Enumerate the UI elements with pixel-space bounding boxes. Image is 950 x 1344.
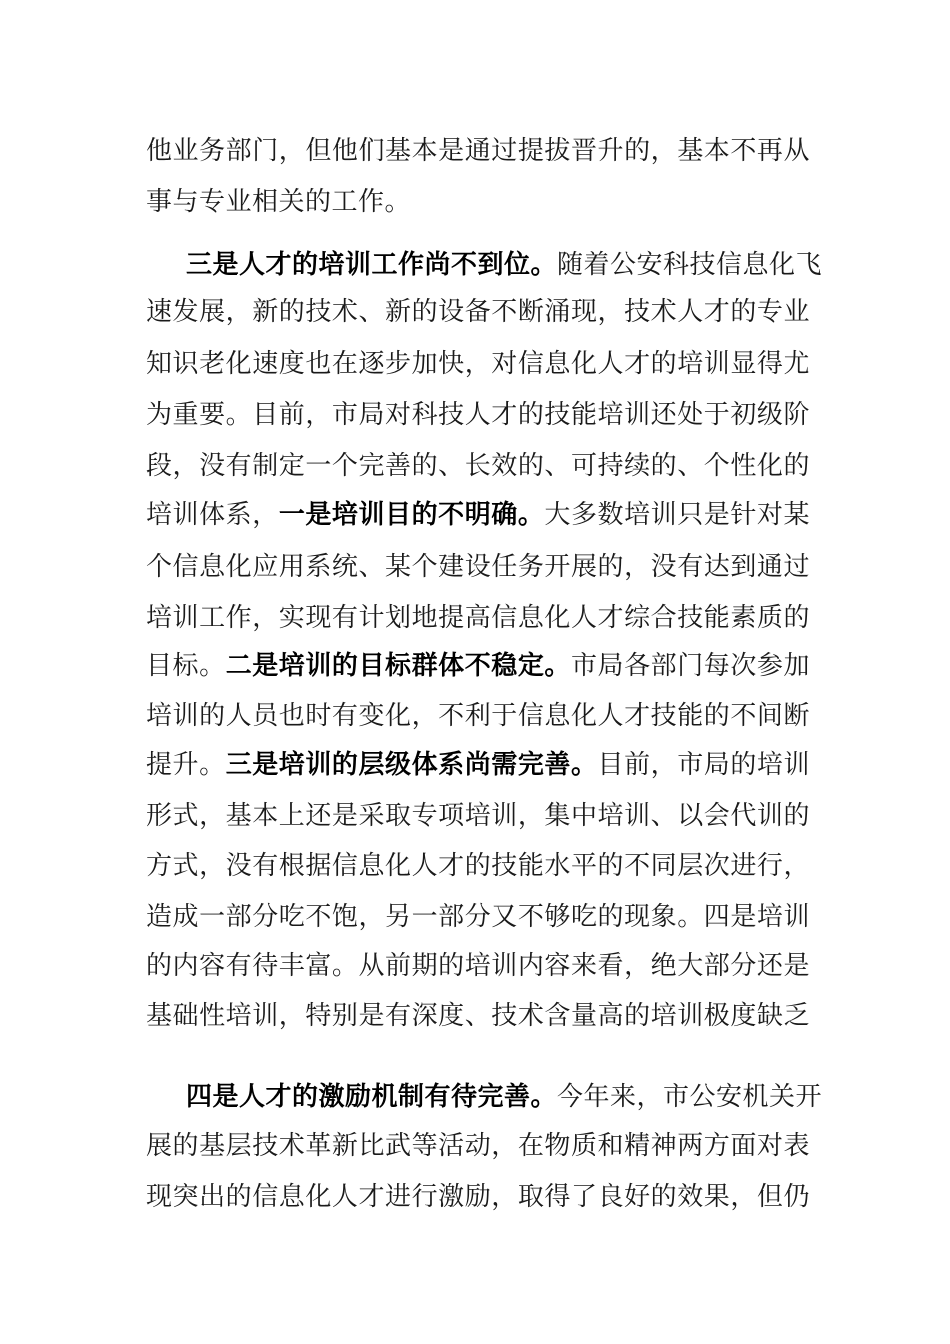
text-line: 段，没有制定一个完善的、长效的、可持续的、个性化的 xyxy=(146,451,810,481)
text-span: 提升。 xyxy=(146,750,226,780)
text-line: 培训工作，实现有计划地提高信息化人才综合技能素质的 xyxy=(146,603,810,633)
bold-heading: 四是人才的激励机制有待完善。 xyxy=(186,1082,558,1112)
bold-heading: 三是培训的层级体系尚需完善。 xyxy=(225,750,598,780)
text-line xyxy=(146,495,810,535)
text-span: 培训体系， xyxy=(146,500,279,530)
text-line xyxy=(186,1077,823,1117)
bold-heading: 三是人才的培训工作尚不到位。 xyxy=(186,250,558,280)
text-line xyxy=(146,646,810,686)
text-line: 展的基层技术革新比武等活动，在物质和精神两方面对表 xyxy=(146,1131,810,1161)
text-line: 形式，基本上还是采取专项培训，集中培训、以会代训的 xyxy=(146,801,810,831)
text-line: 个信息化应用系统、某个建设任务开展的，没有达到通过 xyxy=(146,552,810,582)
text-line: 造成一部分吃不饱，另一部分又不够吃的现象。四是培训 xyxy=(146,902,810,932)
text-span: 市局各部门每次参加 xyxy=(570,651,810,681)
text-span: 随着公安科技信息化飞 xyxy=(557,250,823,280)
text-line: 他业务部门，但他们基本是通过提拔晋升的，基本不再从 xyxy=(146,136,810,166)
text-line: 培训的人员也时有变化，不利于信息化人才技能的不间断 xyxy=(146,701,810,731)
text-line: 基础性培训，特别是有深度、技术含量高的培训极度缺乏 xyxy=(146,1001,810,1031)
text-span: 目前，市局的培训 xyxy=(597,750,810,780)
text-line xyxy=(186,245,823,285)
text-line: 事与专业相关的工作。 xyxy=(146,187,412,217)
text-span: 目标。 xyxy=(146,651,226,681)
text-line: 现突出的信息化人才进行激励，取得了良好的效果，但仍 xyxy=(146,1182,810,1212)
bold-heading: 二是培训的目标群体不稳定。 xyxy=(225,651,571,681)
text-line: 为重要。目前，市局对科技人才的技能培训还处于初级阶 xyxy=(146,400,810,430)
text-line: 速发展，新的技术、新的设备不断涌现，技术人才的专业 xyxy=(146,297,810,327)
text-span: 大多数培训只是针对某 xyxy=(544,500,810,530)
bold-heading: 一是培训目的不明确。 xyxy=(278,500,545,530)
text-line xyxy=(146,745,810,785)
text-line: 知识老化速度也在逐步加快，对信息化人才的培训显得尤 xyxy=(146,349,810,379)
text-line: 方式，没有根据信息化人才的技能水平的不同层次进行， xyxy=(146,851,810,881)
text-line: 的内容有待丰富。从前期的培训内容来看，绝大部分还是 xyxy=(146,951,810,981)
text-span: 今年来，市公安机关开 xyxy=(557,1082,823,1112)
